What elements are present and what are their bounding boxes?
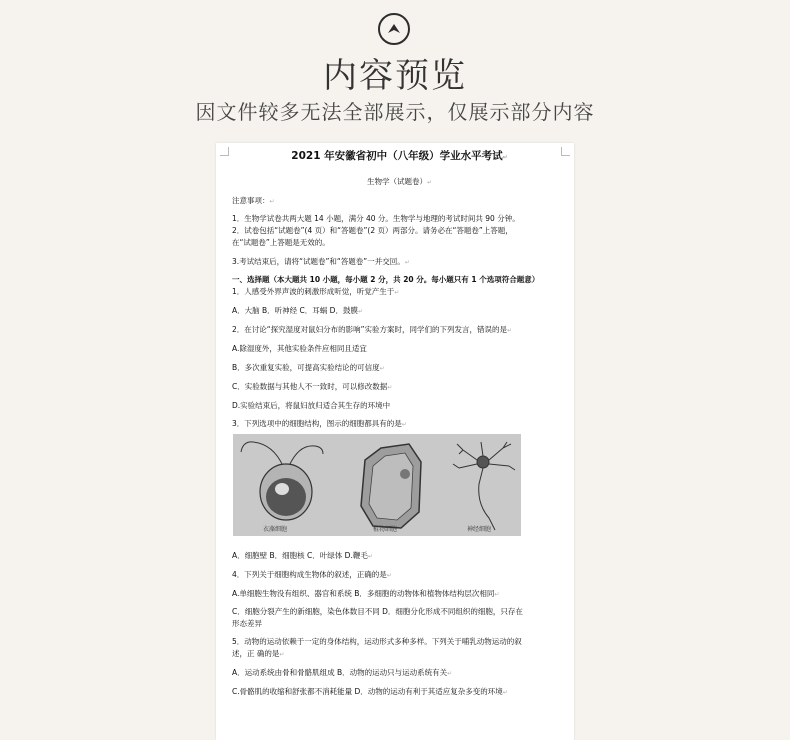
document-preview (216, 143, 574, 740)
cell-label: 植物细胞 (373, 526, 398, 533)
question-5: 5．动物的运动依赖于一定的身体结构，运动形式多种多样。下列关于哺乳动物运动的叙 (232, 637, 522, 646)
cell-diagram-figure (233, 434, 521, 536)
note-line: 3.考试结束后，请将“试题卷”和“答题卷”一并交回。↵ (232, 257, 410, 266)
note-line: 1．生物学试卷共两大题 14 小题，满分 40 分。生物学与地理的考试时间共 90 分钟。 (232, 214, 520, 223)
page-subtitle: 因文件较多无法全部展示，仅展示部分内容 (195, 100, 595, 124)
question-4-options-ab: A.单细胞生物没有组织、器官和系统 B．多细胞的动物体和植物体结构层次相同↵ (232, 589, 500, 598)
plant-cell-drawing (361, 444, 421, 528)
question-2-option-c: C．实验数据与其他人不一致时，可以修改数据↵ (232, 382, 393, 391)
question-4-options-cd-cont: 形态差异 (232, 619, 262, 628)
chlamydomonas-cell-drawing (241, 442, 323, 520)
exam-title: 2021 年安徽省初中（八年级）学业水平考试↵ (291, 150, 508, 162)
question-4: 4．下列关于细胞构成生物体的叙述，正确的是↵ (232, 570, 392, 579)
question-5-options-ab: A．运动系统由骨和骨骼肌组成 B．动物的运动只与运动系统有关↵ (232, 668, 453, 677)
neuron-drawing (453, 442, 515, 530)
question-5-options-cd: C.骨骼肌的收缩和舒张都不消耗能量 D．动物的运动有利于其适应复杂多变的环境↵ (232, 687, 508, 696)
note-line: 2．试卷包括“试题卷”(4 页）和“答题卷”(2 页）两部分。请务必在“答题卷”上答题， (232, 226, 513, 235)
question-2: 2．在讨论“探究湿度对鼠妇分布的影响”实验方案时，同学们的下列发言，错误的是↵ (232, 325, 513, 334)
question-5-cont: 述，正 确的是↵ (232, 649, 285, 658)
cell-label: 神经细胞 (467, 526, 492, 533)
question-2-option-a: A.除湿度外，其他实验条件应相同且适宜 (232, 344, 367, 353)
section-heading: 一、选择题（本大题共 10 小题，每小题 2 分，共 20 分。每小题只有 1 个选项符合题意） (232, 275, 540, 284)
chevron-up-circle-icon[interactable] (378, 13, 410, 45)
note-line: 在“试题卷”上答题是无效的。 (232, 238, 330, 247)
question-4-options-cd: C．细胞分裂产生的新细胞，染色体数目不同 D．细胞分化形成不同组织的细胞，只存在 (232, 607, 523, 616)
question-2-option-b: B．多次重复实验，可提高实验结论的可信度↵ (232, 363, 385, 372)
question-1-options: A．大脑 B．听神经 C．耳蜗 D．鼓膜↵ (232, 306, 363, 315)
notes-heading: 注意事项：↵ (232, 196, 275, 205)
question-2-option-d: D.实验结束后，将鼠妇放归适合其生存的环境中 (232, 401, 391, 410)
exam-subtitle: 生物学（试题卷）↵ (366, 177, 433, 186)
question-3: 3．下列选项中的细胞结构，图示的细胞都具有的是↵ (232, 419, 407, 428)
question-1: 1．人感受外界声波的刺激形成听觉，听觉产生于↵ (232, 287, 400, 296)
question-3-options: A．细胞壁 B．细胞核 C．叶绿体 D.鞭毛↵ (232, 551, 373, 560)
page-corner-mark (220, 147, 229, 156)
page-title: 内容预览 (323, 56, 467, 96)
cell-label: 衣藻细胞 (263, 526, 288, 533)
